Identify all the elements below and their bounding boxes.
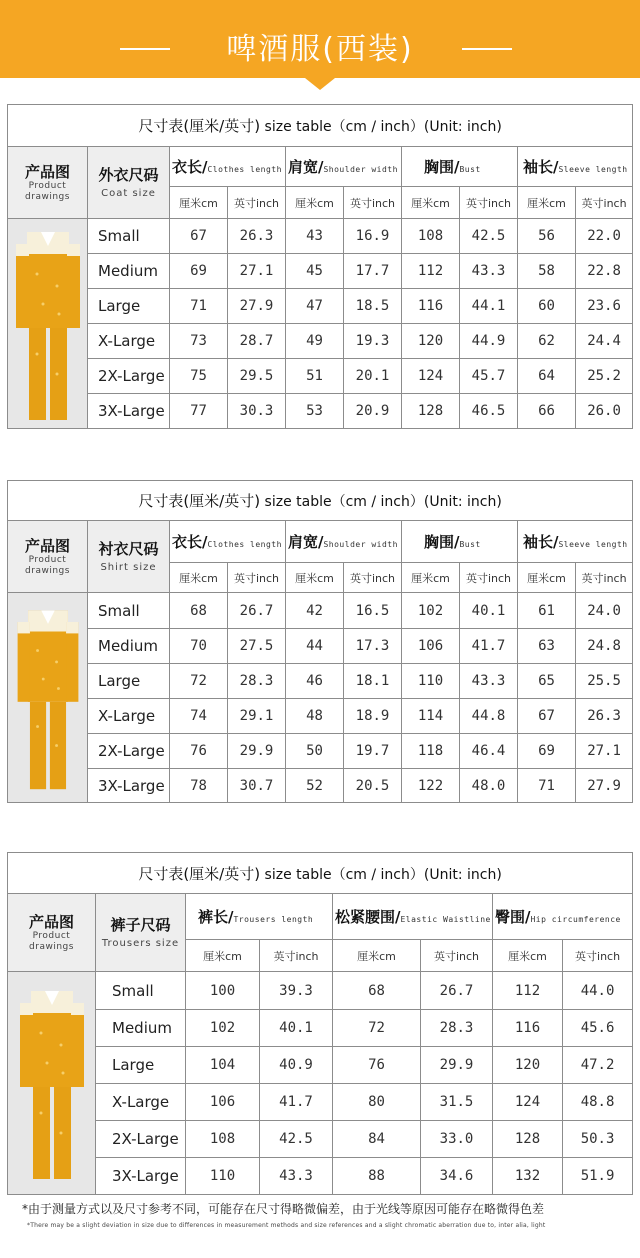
value-cell: 116 (493, 1010, 563, 1047)
product-header (8, 521, 88, 593)
beer-suit-image (13, 603, 83, 793)
clothes-length-header (170, 521, 286, 563)
bust-en: Bust (459, 540, 481, 549)
size-label: X-Large (88, 699, 170, 734)
value-cell: 40.1 (260, 1010, 333, 1047)
table-title-en: size table（cm / inch）(Unit: inch) (264, 494, 502, 510)
sleeve-length-en: Sleeve length (558, 165, 628, 174)
value-cell: 28.7 (228, 324, 286, 359)
unit-cm: 厘米cm (333, 940, 421, 972)
coat-size-table (7, 104, 633, 429)
value-cell: 71 (518, 769, 576, 803)
beer-suit-image (17, 983, 87, 1183)
size-header-en: Coat size (101, 188, 156, 199)
value-cell: 71 (170, 289, 228, 324)
value-cell: 22.8 (576, 254, 633, 289)
footnote-english: *There may be a slight deviation in size due to differences in measurement methods and size references and a slight chromatic aberration due to, inter alia, light (27, 1222, 546, 1229)
value-cell: 29.9 (228, 734, 286, 769)
value-cell: 28.3 (421, 1010, 493, 1047)
value-cell: 68 (170, 593, 228, 629)
value-cell: 64 (518, 359, 576, 394)
value-cell: 18.5 (344, 289, 402, 324)
value-cell: 17.3 (344, 629, 402, 664)
sleeve-length-header (518, 147, 633, 187)
size-header (96, 894, 186, 972)
value-cell: 28.3 (228, 664, 286, 699)
table-title-en: size table（cm / inch）(Unit: inch) (264, 866, 502, 883)
size-label: X-Large (96, 1084, 186, 1121)
value-cell: 60 (518, 289, 576, 324)
value-cell: 26.3 (228, 219, 286, 254)
value-cell: 19.7 (344, 734, 402, 769)
value-cell: 46.5 (460, 394, 518, 429)
unit-inch: 英寸inch (460, 563, 518, 593)
waist-zh: 松紧腰围/ (335, 908, 401, 926)
value-cell: 118 (402, 734, 460, 769)
trousers-length-zh: 裤长/ (198, 908, 234, 926)
trousers-size-table (7, 852, 633, 1195)
table-title-zh: 尺寸表(厘米/英寸) (138, 864, 261, 883)
hip-en: Hip circumference (530, 915, 621, 924)
value-cell: 63 (518, 629, 576, 664)
value-cell: 106 (402, 629, 460, 664)
clothes-length-zh: 衣长/ (172, 533, 208, 551)
size-label: 3X-Large (96, 1158, 186, 1195)
value-cell: 77 (170, 394, 228, 429)
value-cell: 46 (286, 664, 344, 699)
value-cell: 67 (518, 699, 576, 734)
value-cell: 69 (518, 734, 576, 769)
value-cell: 42 (286, 593, 344, 629)
value-cell: 52 (286, 769, 344, 803)
product-header-en1: Product (28, 180, 67, 191)
hip-zh: 臀围/ (495, 908, 531, 926)
value-cell: 43.3 (460, 254, 518, 289)
size-label: Small (88, 593, 170, 629)
table-title-zh: 尺寸表(厘米/英寸) (138, 117, 261, 135)
value-cell: 70 (170, 629, 228, 664)
value-cell: 20.5 (344, 769, 402, 803)
bust-zh: 胸围/ (424, 158, 460, 176)
value-cell: 42.5 (260, 1121, 333, 1158)
value-cell: 80 (333, 1084, 421, 1121)
value-cell: 132 (493, 1158, 563, 1195)
value-cell: 48.8 (563, 1084, 633, 1121)
value-cell: 24.0 (576, 593, 633, 629)
value-cell: 25.5 (576, 664, 633, 699)
value-cell: 124 (493, 1084, 563, 1121)
value-cell: 22.0 (576, 219, 633, 254)
unit-inch: 英寸inch (228, 563, 286, 593)
waist-en: Elastic Waistline (400, 915, 491, 924)
value-cell: 88 (333, 1158, 421, 1195)
value-cell: 24.8 (576, 629, 633, 664)
value-cell: 69 (170, 254, 228, 289)
product-header-en2: drawings (25, 565, 70, 576)
value-cell: 46.4 (460, 734, 518, 769)
product-header-en2: drawings (25, 191, 70, 202)
value-cell: 102 (186, 1010, 260, 1047)
size-label: Large (96, 1047, 186, 1084)
value-cell: 114 (402, 699, 460, 734)
value-cell: 104 (186, 1047, 260, 1084)
unit-inch: 英寸inch (260, 940, 333, 972)
value-cell: 66 (518, 394, 576, 429)
size-label: X-Large (88, 324, 170, 359)
sleeve-length-header (518, 521, 633, 563)
product-header-en1: Product (28, 554, 67, 565)
unit-cm: 厘米cm (493, 940, 563, 972)
hip-header (493, 894, 633, 940)
clothes-length-en: Clothes length (207, 165, 282, 174)
value-cell: 33.0 (421, 1121, 493, 1158)
footnote-chinese: *由于测量方式以及尺寸参考不同，可能存在尺寸得略微偏差，由于光线等原因可能存在略微得色差 (22, 1202, 545, 1216)
value-cell: 44.0 (563, 972, 633, 1010)
shoulder-width-zh: 肩宽/ (288, 533, 324, 551)
value-cell: 112 (402, 254, 460, 289)
size-header (88, 147, 170, 219)
unit-cm: 厘米cm (170, 187, 228, 219)
value-cell: 41.7 (260, 1084, 333, 1121)
product-image-cell (8, 219, 88, 429)
size-label: 2X-Large (88, 359, 170, 394)
value-cell: 45.7 (460, 359, 518, 394)
value-cell: 78 (170, 769, 228, 803)
product-header-zh: 产品图 (24, 536, 70, 555)
value-cell: 51 (286, 359, 344, 394)
size-label: 3X-Large (88, 394, 170, 429)
value-cell: 102 (402, 593, 460, 629)
value-cell: 39.3 (260, 972, 333, 1010)
value-cell: 44.8 (460, 699, 518, 734)
value-cell: 29.5 (228, 359, 286, 394)
value-cell: 45.6 (563, 1010, 633, 1047)
value-cell: 20.9 (344, 394, 402, 429)
value-cell: 43 (286, 219, 344, 254)
value-cell: 20.1 (344, 359, 402, 394)
shoulder-width-en: Shoulder width (323, 165, 398, 174)
size-header-en: Trousers size (101, 938, 180, 949)
value-cell: 48 (286, 699, 344, 734)
product-header-zh: 产品图 (24, 162, 70, 181)
value-cell: 18.1 (344, 664, 402, 699)
value-cell: 27.9 (576, 769, 633, 803)
unit-cm: 厘米cm (170, 563, 228, 593)
unit-cm: 厘米cm (518, 563, 576, 593)
value-cell: 108 (186, 1121, 260, 1158)
value-cell: 30.3 (228, 394, 286, 429)
bust-en: Bust (459, 165, 481, 174)
value-cell: 67 (170, 219, 228, 254)
value-cell: 29.1 (228, 699, 286, 734)
product-header-en1: Product (32, 930, 71, 941)
unit-inch: 英寸inch (576, 187, 633, 219)
table-title-en: size table（cm / inch）(Unit: inch) (264, 119, 502, 135)
product-header-zh: 产品图 (28, 912, 74, 931)
value-cell: 27.1 (228, 254, 286, 289)
bust-header (402, 147, 518, 187)
value-cell: 44.9 (460, 324, 518, 359)
unit-cm: 厘米cm (402, 563, 460, 593)
value-cell: 110 (186, 1158, 260, 1195)
value-cell: 112 (493, 972, 563, 1010)
value-cell: 110 (402, 664, 460, 699)
unit-inch: 英寸inch (563, 940, 633, 972)
value-cell: 27.9 (228, 289, 286, 324)
size-header-zh: 外衣尺码 (98, 166, 159, 184)
value-cell: 25.2 (576, 359, 633, 394)
value-cell: 84 (333, 1121, 421, 1158)
value-cell: 106 (186, 1084, 260, 1121)
value-cell: 41.7 (460, 629, 518, 664)
size-label: Small (88, 219, 170, 254)
value-cell: 124 (402, 359, 460, 394)
value-cell: 48.0 (460, 769, 518, 803)
value-cell: 72 (170, 664, 228, 699)
value-cell: 43.3 (260, 1158, 333, 1195)
value-cell: 76 (170, 734, 228, 769)
trousers-length-en: Trousers length (233, 915, 314, 924)
value-cell: 116 (402, 289, 460, 324)
size-header (88, 521, 170, 593)
product-image-cell (8, 972, 96, 1195)
value-cell: 47 (286, 289, 344, 324)
shoulder-width-zh: 肩宽/ (288, 158, 324, 176)
table-title (8, 481, 633, 521)
value-cell: 49 (286, 324, 344, 359)
value-cell: 122 (402, 769, 460, 803)
shoulder-width-header (286, 147, 402, 187)
value-cell: 50.3 (563, 1121, 633, 1158)
unit-inch: 英寸inch (576, 563, 633, 593)
shirt-size-table (7, 480, 633, 803)
waist-header (333, 894, 493, 940)
clothes-length-en: Clothes length (207, 540, 282, 549)
value-cell: 18.9 (344, 699, 402, 734)
value-cell: 56 (518, 219, 576, 254)
value-cell: 16.5 (344, 593, 402, 629)
size-label: Medium (88, 254, 170, 289)
value-cell: 58 (518, 254, 576, 289)
value-cell: 47.2 (563, 1047, 633, 1084)
value-cell: 19.3 (344, 324, 402, 359)
size-label: Medium (96, 1010, 186, 1047)
value-cell: 75 (170, 359, 228, 394)
table-title (8, 105, 633, 147)
beer-suit-image (13, 224, 83, 424)
banner-title: 啤酒服(西装) (226, 32, 414, 67)
value-cell: 26.7 (421, 972, 493, 1010)
size-header-zh: 衬衣尺码 (98, 540, 159, 558)
value-cell: 26.3 (576, 699, 633, 734)
value-cell: 23.6 (576, 289, 633, 324)
value-cell: 27.5 (228, 629, 286, 664)
unit-cm: 厘米cm (286, 187, 344, 219)
sleeve-length-zh: 袖长/ (523, 533, 559, 551)
value-cell: 76 (333, 1047, 421, 1084)
value-cell: 120 (493, 1047, 563, 1084)
value-cell: 65 (518, 664, 576, 699)
unit-cm: 厘米cm (402, 187, 460, 219)
unit-cm: 厘米cm (286, 563, 344, 593)
value-cell: 26.0 (576, 394, 633, 429)
size-header-zh: 裤子尺码 (110, 916, 171, 934)
clothes-length-header (170, 147, 286, 187)
value-cell: 34.6 (421, 1158, 493, 1195)
value-cell: 73 (170, 324, 228, 359)
banner-notch (305, 78, 335, 90)
product-header-en2: drawings (29, 941, 74, 952)
bust-header (402, 521, 518, 563)
size-label: Medium (88, 629, 170, 664)
value-cell: 53 (286, 394, 344, 429)
value-cell: 100 (186, 972, 260, 1010)
value-cell: 43.3 (460, 664, 518, 699)
unit-inch: 英寸inch (344, 563, 402, 593)
value-cell: 44.1 (460, 289, 518, 324)
value-cell: 44 (286, 629, 344, 664)
value-cell: 50 (286, 734, 344, 769)
shoulder-width-en: Shoulder width (323, 540, 398, 549)
size-label: Small (96, 972, 186, 1010)
value-cell: 40.9 (260, 1047, 333, 1084)
value-cell: 72 (333, 1010, 421, 1047)
unit-inch: 英寸inch (228, 187, 286, 219)
value-cell: 68 (333, 972, 421, 1010)
value-cell: 108 (402, 219, 460, 254)
sleeve-length-en: Sleeve length (558, 540, 628, 549)
size-header-en: Shirt size (100, 562, 157, 573)
product-header (8, 147, 88, 219)
value-cell: 120 (402, 324, 460, 359)
value-cell: 31.5 (421, 1084, 493, 1121)
table-title-zh: 尺寸表(厘米/英寸) (138, 492, 261, 510)
unit-inch: 英寸inch (460, 187, 518, 219)
sleeve-length-zh: 袖长/ (523, 158, 559, 176)
product-image-cell (8, 593, 88, 803)
value-cell: 128 (402, 394, 460, 429)
trousers-length-header (186, 894, 333, 940)
value-cell: 16.9 (344, 219, 402, 254)
clothes-length-zh: 衣长/ (172, 158, 208, 176)
value-cell: 17.7 (344, 254, 402, 289)
size-label: 2X-Large (96, 1121, 186, 1158)
product-header (8, 894, 96, 972)
value-cell: 29.9 (421, 1047, 493, 1084)
size-label: Large (88, 664, 170, 699)
size-label: Large (88, 289, 170, 324)
size-label: 2X-Large (88, 734, 170, 769)
value-cell: 30.7 (228, 769, 286, 803)
unit-cm: 厘米cm (518, 187, 576, 219)
shoulder-width-header (286, 521, 402, 563)
bust-zh: 胸围/ (424, 533, 460, 551)
value-cell: 40.1 (460, 593, 518, 629)
value-cell: 26.7 (228, 593, 286, 629)
table-title (8, 853, 633, 894)
value-cell: 24.4 (576, 324, 633, 359)
unit-cm: 厘米cm (186, 940, 260, 972)
value-cell: 128 (493, 1121, 563, 1158)
value-cell: 42.5 (460, 219, 518, 254)
value-cell: 45 (286, 254, 344, 289)
size-label: 3X-Large (88, 769, 170, 803)
value-cell: 27.1 (576, 734, 633, 769)
value-cell: 62 (518, 324, 576, 359)
unit-inch: 英寸inch (344, 187, 402, 219)
value-cell: 74 (170, 699, 228, 734)
value-cell: 51.9 (563, 1158, 633, 1195)
unit-inch: 英寸inch (421, 940, 493, 972)
value-cell: 61 (518, 593, 576, 629)
